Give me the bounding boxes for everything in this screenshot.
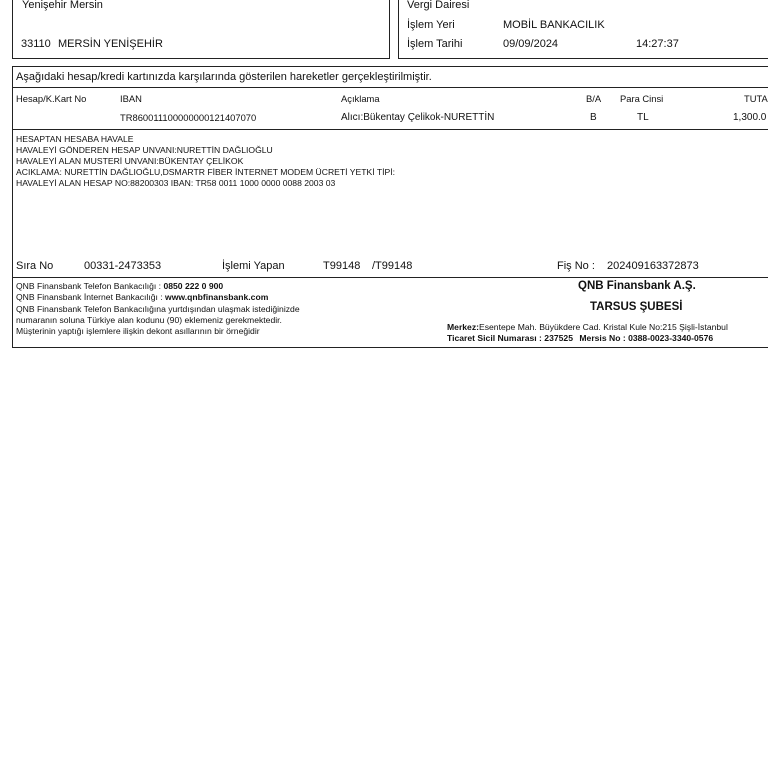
receipt-value: 202409163372873	[607, 260, 699, 272]
transaction-date-label: İşlem Tarihi	[407, 38, 463, 50]
detail-line: HESAPTAN HESABA HAVALE	[16, 134, 134, 144]
hq-label: Merkez:	[447, 322, 479, 332]
row-description: Alıcı:Bükentay Çelikok-NURETTİN	[341, 112, 495, 123]
transaction-place-label: İşlem Yeri	[407, 19, 455, 31]
col-description: Açıklama	[341, 93, 380, 104]
trade-reg-label: Ticaret Sicil Numarası :	[447, 333, 542, 343]
row-currency: TL	[637, 112, 649, 123]
row-ba: B	[590, 112, 597, 123]
statement-intro: Aşağıdaki hesap/kredi kartınızda karşılarında gösterilen hareketler gerçekleştirilmiştir.	[16, 71, 432, 83]
col-amount: TUTA	[744, 93, 768, 104]
city-line: MERSİN YENİŞEHİR	[58, 38, 163, 50]
branch-line: Yenişehir Mersin	[22, 0, 103, 11]
col-iban: IBAN	[120, 93, 142, 104]
operator-label: İşlemi Yapan	[222, 260, 285, 272]
mersis-label: Mersis No :	[579, 333, 626, 343]
trade-reg-value: 237525	[544, 333, 573, 343]
phone-banking	[16, 281, 223, 291]
detail-line: HAVALEYİ ALAN MUSTERİ UNVANI:BÜKENTAY ÇELİKOK	[16, 156, 244, 166]
internet-value: www.qnbfinansbank.com	[165, 292, 269, 302]
branch-name: TARSUS ŞUBESİ	[590, 301, 683, 313]
receipt-label: Fiş No :	[557, 260, 595, 272]
bank-name: QNB Finansbank A.Ş.	[578, 280, 696, 292]
internet-banking	[16, 292, 268, 302]
detail-line: ACIKLAMA: NURETTİN DAĞLIOĞLU,DSMARTR FİBER İNTERNET MODEM ÜCRETİ YETKİ TİPİ:	[16, 167, 395, 177]
hq-value: Esentepe Mah. Büyükdere Cad. Kristal Kule No:215 Şişli-İstanbul	[479, 322, 728, 332]
postal-code: 33110	[21, 38, 51, 50]
registry-info	[447, 333, 713, 343]
seq-value: 00331-2473353	[84, 260, 162, 272]
internet-label: QNB Finansbank İnternet Bankacılığı :	[16, 292, 163, 302]
abroad-line-2: numaranın soluna Türkiye alan kodunu (90) eklemeniz gerekmektedir.	[16, 315, 282, 325]
col-ba: B/A	[586, 93, 602, 104]
tax-office-label: Vergi Dairesi	[407, 0, 470, 11]
intro-divider	[12, 87, 768, 88]
col-currency: Para Cinsi	[620, 93, 664, 104]
transfer-details	[16, 134, 395, 189]
row-iban: TR860011100000000121407070	[120, 112, 257, 123]
abroad-line-1: QNB Finansbank Telefon Bankacılığına yurtdışından ulaşmak istediğinizde	[16, 304, 300, 314]
detail-line: HAVALEYİ GÖNDEREN HESAP UNVANI:NURETTİN DAĞLIOĞLU	[16, 145, 273, 155]
phone-value: 0850 222 0 900	[163, 281, 224, 291]
detail-line: HAVALEYİ ALAN HESAP NO:88200303 IBAN: TR58 0011 1000 0000 0088 2003 03	[16, 178, 336, 188]
operator-value-alt: /T99148	[372, 260, 413, 272]
mersis-value: 0388-0023-3340-0576	[628, 333, 714, 343]
col-account: Hesap/K.Kart No	[16, 93, 87, 104]
transaction-place-value: MOBİL BANKACILIK	[503, 19, 605, 31]
operator-value: T99148	[323, 260, 361, 272]
row-amount: 1,300.0	[733, 112, 767, 123]
footer-divider	[12, 277, 768, 278]
hq-address	[447, 322, 728, 332]
table-divider	[12, 129, 768, 130]
transaction-date-value: 09/09/2024	[503, 38, 559, 50]
transaction-time-value: 14:27:37	[636, 38, 679, 50]
seq-label: Sıra No	[16, 260, 54, 272]
copy-note: Müşterinin yaptığı işlemlere ilişkin dekont asıllarının bir örneğidir	[16, 326, 260, 336]
phone-label: QNB Finansbank Telefon Bankacılığı :	[16, 281, 162, 291]
